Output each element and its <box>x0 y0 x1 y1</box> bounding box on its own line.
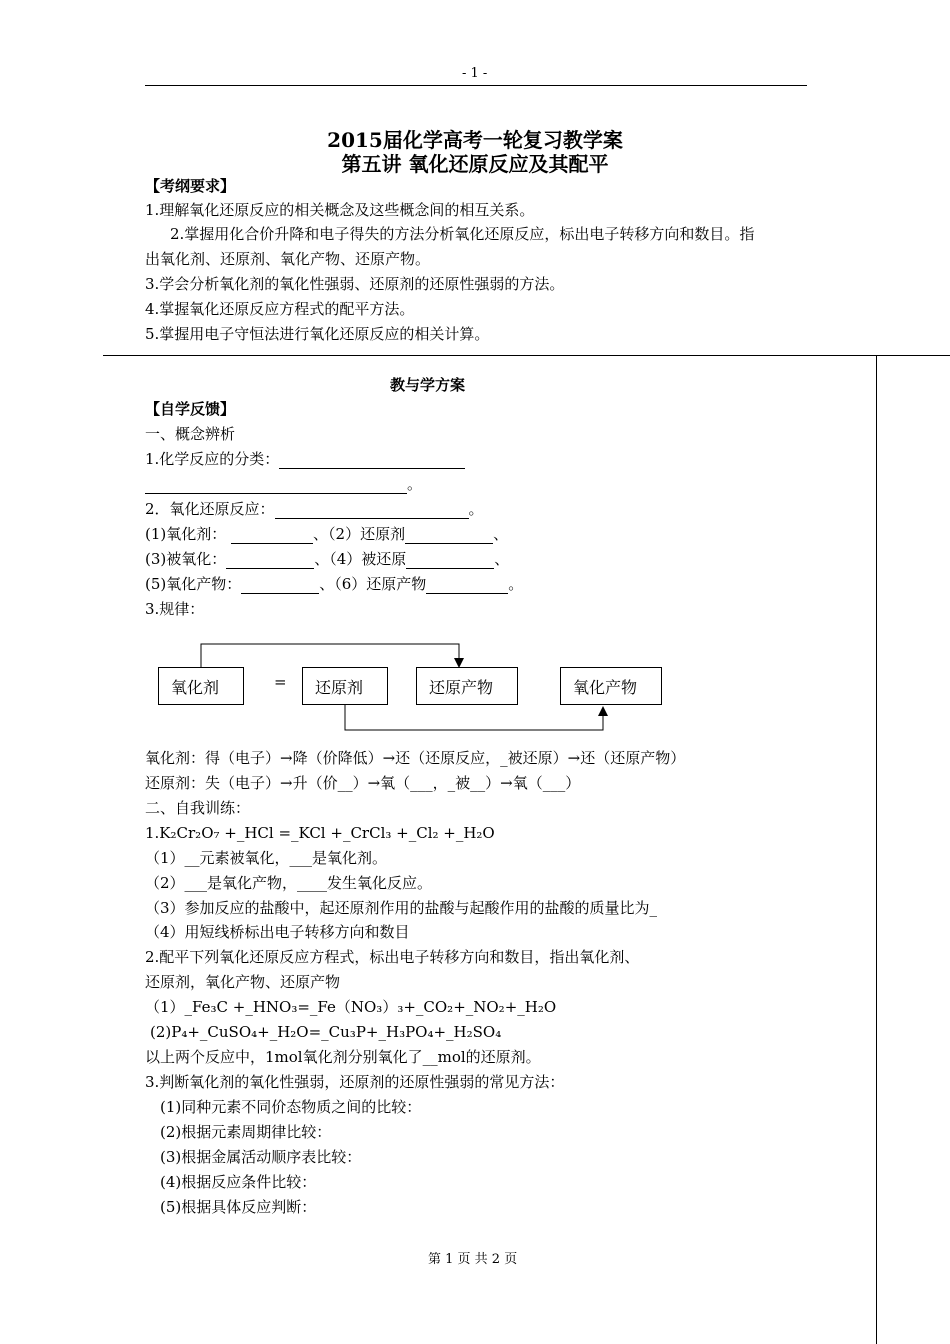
requirement-item: 4.掌握氧化还原反应方程式的配平方法。 <box>145 300 415 318</box>
plan-heading: 教与学方案 <box>390 376 466 394</box>
question-2: 2．氧化还原反应： 。 <box>145 500 484 518</box>
equation-3: (2)P₄+_CuSO₄+_H₂O=_Cu₃P+_H₃PO₄+_H₂SO₄ <box>150 1023 502 1041</box>
page-title: 2015届化学高考一轮复习教学案 <box>327 128 623 152</box>
concept-row-1: (1)氧化剂： 、（2）还原剂 、 <box>145 525 509 543</box>
box-reductant: 还原剂 <box>302 667 388 705</box>
equation-2: （1）_Fe₃C +_HNO₃=_Fe（NO₃）₃+_CO₂+_NO₂+_H₂O <box>145 998 557 1016</box>
concept-row-2: (3)被氧化： 、（4）被还原 、 <box>145 550 510 568</box>
method-item: (1)同种元素不同价态物质之间的比较： <box>160 1098 422 1116</box>
oxidant-rule: 氧化剂：得（电子）→降（价降低）→还（还原反应，_被还原）→还（还原产物） <box>145 749 686 767</box>
method-item: (5)根据具体反应判断： <box>160 1198 317 1216</box>
requirements-heading: 【考纲要求】 <box>145 177 236 195</box>
method-item: (4)根据反应条件比较： <box>160 1173 317 1191</box>
task-3: （3）参加反应的盐酸中，起还原剂作用的盐酸与起酸作用的盐酸的质量比为_ <box>145 899 658 917</box>
box-oxidant: 氧化剂 <box>158 667 244 705</box>
box-reduction-product: 还原产物 <box>416 667 518 705</box>
task-2: （2）___是氧化产物，____发生氧化反应。 <box>145 874 433 892</box>
question-3-methods: 3.判断氧化剂的氧化性强弱，还原剂的还原性强弱的常见方法： <box>145 1073 565 1091</box>
task-1: （1）__元素被氧化，___是氧化剂。 <box>145 849 388 867</box>
equals-sign: = <box>274 673 287 691</box>
question-2a: 2.配平下列氧化还原反应方程式，标出电子转移方向和数目，指出氧化剂、 <box>145 948 640 966</box>
page-subtitle: 第五讲 氧化还原反应及其配平 <box>341 152 609 176</box>
method-item: (2)根据元素周期律比较： <box>160 1123 332 1141</box>
requirement-item: 3.学会分析氧化剂的氧化性强弱、还原剂的还原性强弱的方法。 <box>145 275 565 293</box>
section-concepts: 一、概念辨析 <box>145 425 236 443</box>
concept-row-3: (5)氧化产物： 、（6）还原产物 。 <box>145 575 524 593</box>
reductant-rule: 还原剂：失（电子）→升（价__）→氧（___，_被__）→氧（___） <box>145 774 581 792</box>
self-study-heading: 【自学反馈】 <box>145 400 236 418</box>
question-1-continuation: 。 <box>145 474 422 494</box>
task-4: （4）用短线桥标出电子转移方向和数目 <box>145 923 410 941</box>
equation-1: 1.K₂Cr₂O₇ +_HCl =_KCl +_CrCl₃ +_Cl₂ +_H₂O <box>145 824 495 842</box>
method-item: (3)根据金属活动顺序表比较： <box>160 1148 362 1166</box>
note: 以上两个反应中，1mol氧化剂分别氧化了__mol的还原剂。 <box>145 1048 541 1066</box>
training-heading: 二、自我训练： <box>145 799 251 817</box>
page-marker: - 1 - <box>462 66 488 81</box>
requirement-item: 2.掌握用化合价升降和电子得失的方法分析氧化还原反应，标出电子转移方向和数目。指 <box>170 225 755 243</box>
requirement-item: 5.掌握用电子守恒法进行氧化还原反应的相关计算。 <box>145 325 490 343</box>
question-2b: 还原剂，氧化产物、还原产物 <box>145 973 341 991</box>
requirement-item: 1.理解氧化还原反应的相关概念及这些概念间的相互关系。 <box>145 201 535 219</box>
requirement-item: 出氧化剂、还原剂、氧化产物、还原产物。 <box>145 250 431 268</box>
box-oxidation-product: 氧化产物 <box>560 667 662 705</box>
question-3: 3.规律： <box>145 600 205 618</box>
page-footer: 第 1 页 共 2 页 <box>428 1252 518 1267</box>
question-1: 1.化学反应的分类： <box>145 449 465 469</box>
